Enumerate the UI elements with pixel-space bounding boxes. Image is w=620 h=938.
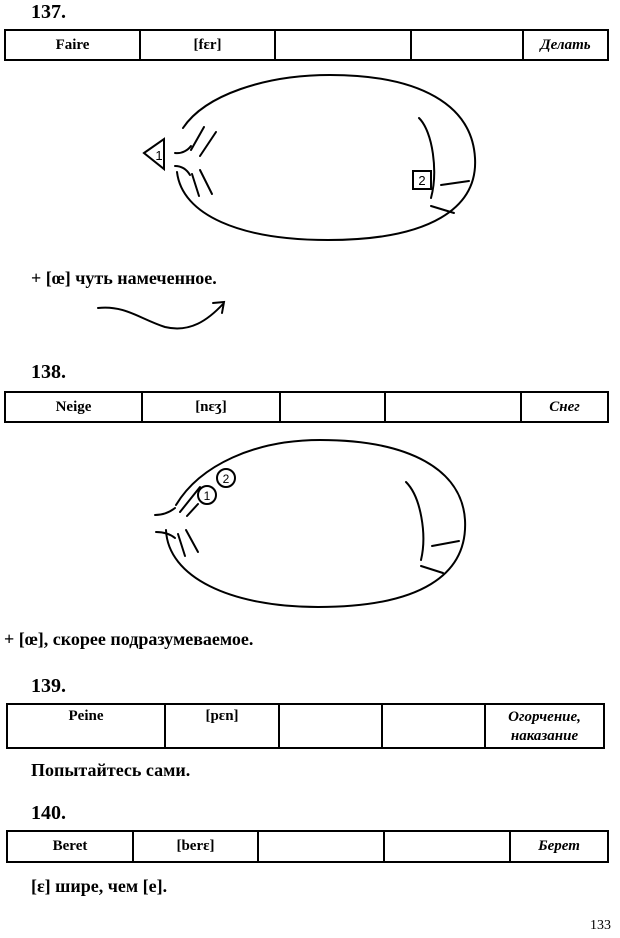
circle-label: 1 xyxy=(203,489,211,503)
exercise-note: + [œ] чуть намеченное. xyxy=(31,268,217,288)
exercise-note: Попытайтесь сами. xyxy=(31,760,191,780)
exercise-number: 140. xyxy=(31,802,66,824)
blank-cell xyxy=(384,831,510,862)
circle-label: 2 xyxy=(222,472,230,486)
exercise-note: [ɛ] шире, чем [e]. xyxy=(31,876,168,896)
word-cell: Faire xyxy=(5,30,140,60)
word-table xyxy=(6,703,605,749)
blank-cell xyxy=(258,831,384,862)
blank-cell xyxy=(382,704,485,748)
word-cell: Neige xyxy=(5,392,142,422)
teeth-stroke xyxy=(421,566,443,573)
transcription-cell: [nɛʒ] xyxy=(142,392,280,422)
exercise-number: 139. xyxy=(31,675,66,697)
word-cell: Beret xyxy=(7,831,133,862)
page-number: 133 xyxy=(590,918,611,933)
exercise-note: + [œ], скорее подразумеваемое. xyxy=(4,629,254,649)
transcription-cell: [fɛr] xyxy=(140,30,275,60)
teeth-stroke xyxy=(432,541,459,546)
translation-cell: Делать xyxy=(523,30,608,60)
square-label: 2 xyxy=(418,173,426,188)
translation-cell: Снег xyxy=(521,392,608,422)
transcription-cell: [pɛn] xyxy=(165,704,279,748)
tongue-curve xyxy=(406,482,423,560)
upper-lip-stroke xyxy=(187,504,198,516)
translation-cell: Берет xyxy=(510,831,608,862)
word-table xyxy=(6,830,609,863)
upper-lip-tail xyxy=(155,508,175,515)
transcription-cell: [berɛ] xyxy=(133,831,258,862)
blank-cell xyxy=(279,704,382,748)
mouth-outline xyxy=(166,440,465,607)
translation-cell: Огорчение, наказание xyxy=(485,704,604,748)
triangle-label: 1 xyxy=(155,148,163,163)
exercise-number: 138. xyxy=(31,361,66,383)
word-cell: Peine xyxy=(7,704,165,748)
lower-lip-stroke xyxy=(186,530,198,552)
upper-lip-stroke xyxy=(180,487,200,512)
exercise-number: 137. xyxy=(31,1,66,23)
lower-lip-stroke xyxy=(178,534,185,556)
